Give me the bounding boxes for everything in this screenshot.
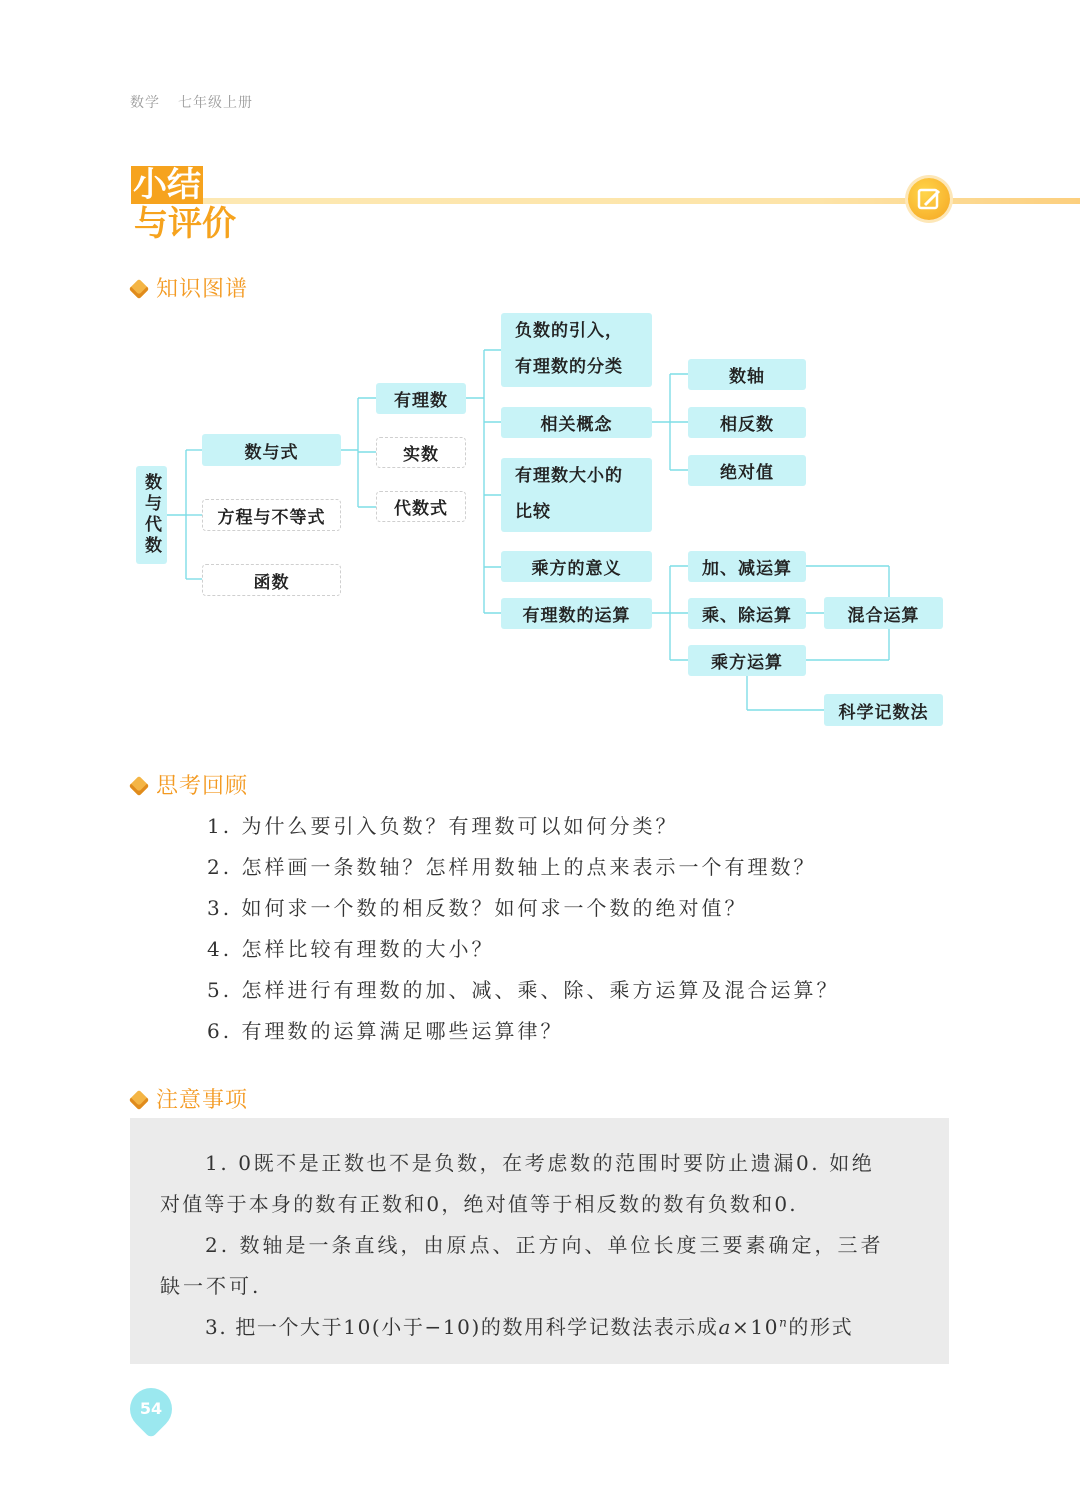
cube-icon [129, 1090, 149, 1110]
running-header [130, 92, 253, 112]
review-question-4: 4. 怎样比较有理数的大小？ [207, 937, 495, 961]
node-related-concepts: 相关概念 [501, 407, 652, 438]
node-number-expression: 数与式 [202, 434, 341, 466]
node-rational-numbers: 有理数 [376, 383, 466, 414]
node-number-line: 数轴 [688, 359, 806, 390]
note-1-line-1: 1. 0既不是正数也不是负数，在考虑数的范围时要防止遗漏0. 如绝 [205, 1151, 875, 1175]
review-question-5: 5. 怎样进行有理数的加、减、乘、除、乘方运算及混合运算？ [207, 978, 840, 1002]
banner-title-line2: 与评价 [134, 204, 236, 244]
node-add-subtract: 加、减运算 [688, 551, 806, 582]
node-opposite-number: 相反数 [688, 407, 806, 438]
node-algebraic-expression: 代数式 [376, 491, 466, 522]
review-question-6: 6. 有理数的运算满足哪些运算律？ [207, 1019, 564, 1043]
page-number: 54 [139, 1399, 163, 1418]
node-function: 函数 [202, 564, 341, 596]
section-heading-review: 思考回顾 [130, 769, 248, 800]
note-2-line-1: 2. 数轴是一条直线，由原点、正方向、单位长度三要素确定，三者 [205, 1233, 884, 1257]
cube-icon [129, 279, 149, 299]
node-power-meaning: 乘方的意义 [501, 551, 652, 582]
node-real-numbers: 实数 [376, 437, 466, 468]
node-negative-intro: 负数的引入， 有理数的分类 [501, 313, 652, 387]
note-2-line-2: 缺一不可. [160, 1274, 262, 1298]
node-absolute-value: 绝对值 [688, 455, 806, 486]
header-subject: 数学 [130, 95, 160, 111]
node-equation-inequality: 方程与不等式 [202, 499, 341, 531]
node-power-operation: 乘方运算 [688, 645, 806, 676]
node-compare-rationals: 有理数大小的 比较 [501, 458, 652, 532]
section-heading-knowledge: 知识图谱 [130, 272, 248, 303]
review-question-2: 2. 怎样画一条数轴？怎样用数轴上的点来表示一个有理数？ [207, 855, 817, 879]
node-scientific-notation: 科学记数法 [824, 694, 943, 726]
note-1-line-2: 对值等于本身的数有正数和0，绝对值等于相反数的数有负数和0. [160, 1192, 798, 1216]
header-grade: 七年级上册 [178, 95, 253, 111]
node-rational-operations: 有理数的运算 [501, 598, 652, 629]
note-3-line-1: 3. 把一个大于10(小于−10)的数用科学记数法表示成$a\times 10^n$的形式 [205, 1315, 854, 1339]
node-mixed-operations: 混合运算 [824, 597, 943, 629]
node-multiply-divide: 乘、除运算 [688, 598, 806, 629]
review-question-3: 3. 如何求一个数的相反数？如何求一个数的绝对值？ [207, 896, 748, 920]
mindmap-root: 数与代数 [136, 466, 167, 564]
banner-title-line1: 小结 [133, 165, 201, 205]
review-question-1: 1. 为什么要引入负数？有理数可以如何分类？ [207, 814, 679, 838]
cube-icon [129, 776, 149, 796]
pencil-badge-icon [908, 178, 950, 220]
section-heading-notes: 注意事项 [130, 1083, 248, 1114]
